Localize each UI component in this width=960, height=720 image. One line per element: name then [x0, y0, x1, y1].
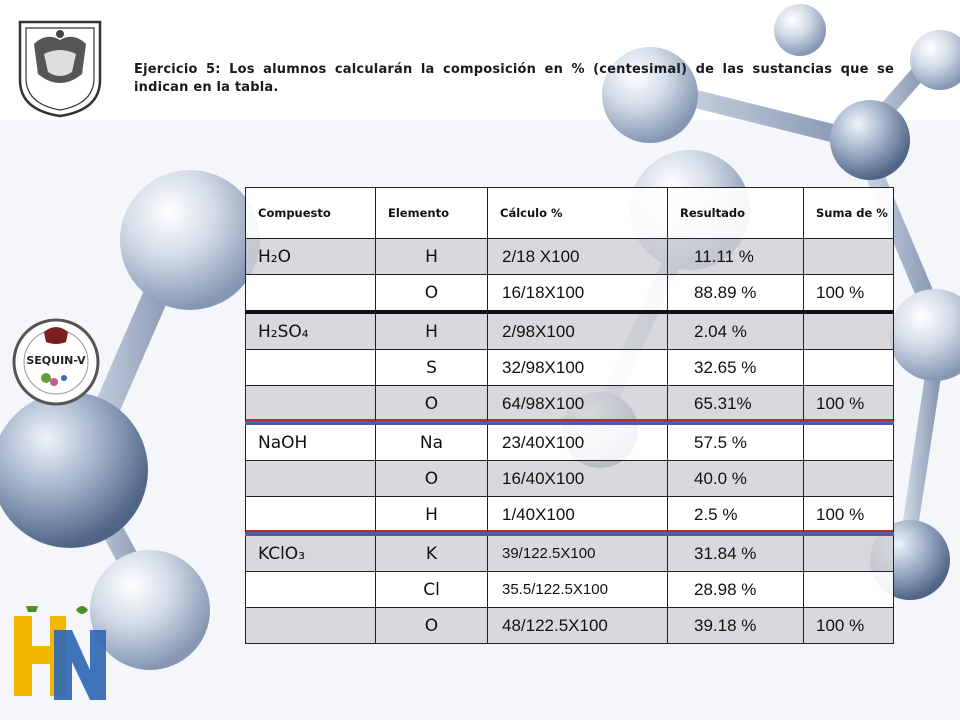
cell-suma: 100 % [804, 608, 894, 644]
table-row [246, 608, 894, 644]
cell-compuesto [246, 350, 376, 386]
cell-resultado: 32.65 % [668, 350, 804, 386]
cell-calculo: 2/98X100 [488, 312, 668, 350]
header-calculo: Cálculo % [488, 188, 668, 239]
cell-calculo: 39/122.5X100 [488, 534, 668, 572]
cell-suma [804, 350, 894, 386]
cell-elemento: O [376, 608, 488, 644]
table-row [246, 386, 894, 424]
cell-suma [804, 312, 894, 350]
cell-compuesto [246, 572, 376, 608]
table-row [246, 312, 894, 350]
table-row [246, 350, 894, 386]
sequin-v-seal-logo [10, 312, 102, 412]
cell-compuesto [246, 497, 376, 535]
table-row [246, 572, 894, 608]
cell-compuesto: NaOH [246, 423, 376, 461]
cell-elemento: Na [376, 423, 488, 461]
cell-elemento: O [376, 386, 488, 424]
header-resultado: Resultado [668, 188, 804, 239]
composition-table [245, 187, 894, 644]
cell-resultado: 40.0 % [668, 461, 804, 497]
cell-calculo: 32/98X100 [488, 350, 668, 386]
table-row [246, 497, 894, 535]
cell-resultado: 88.89 % [668, 275, 804, 313]
cell-resultado: 11.11 % [668, 239, 804, 275]
cell-calculo: 23/40X100 [488, 423, 668, 461]
cell-calculo: 35.5/122.5X100 [488, 572, 668, 608]
cell-elemento: O [376, 461, 488, 497]
cell-elemento: Cl [376, 572, 488, 608]
university-crest-logo [12, 14, 108, 118]
cell-calculo: 16/18X100 [488, 275, 668, 313]
table-row [246, 423, 894, 461]
cell-suma [804, 423, 894, 461]
cell-resultado: 28.98 % [668, 572, 804, 608]
table-row [246, 275, 894, 313]
cell-resultado: 2.5 % [668, 497, 804, 535]
cell-elemento: H [376, 239, 488, 275]
cell-resultado: 31.84 % [668, 534, 804, 572]
table-header-row [246, 188, 894, 239]
cell-suma [804, 239, 894, 275]
cell-calculo: 48/122.5X100 [488, 608, 668, 644]
cell-calculo: 16/40X100 [488, 461, 668, 497]
cell-calculo: 1/40X100 [488, 497, 668, 535]
header-suma: Suma de % [804, 188, 894, 239]
header-compuesto: Compuesto [246, 188, 376, 239]
cell-resultado: 2.04 % [668, 312, 804, 350]
cell-calculo: 64/98X100 [488, 386, 668, 424]
cell-resultado: 57.5 % [668, 423, 804, 461]
cell-elemento: O [376, 275, 488, 313]
cell-resultado: 39.18 % [668, 608, 804, 644]
cell-compuesto: H₂O [246, 239, 376, 275]
cell-compuesto: KClO₃ [246, 534, 376, 572]
cell-suma: 100 % [804, 497, 894, 535]
cell-suma: 100 % [804, 386, 894, 424]
svg-text:SEQUIN-V: SEQUIN-V [26, 354, 86, 367]
header-elemento: Elemento [376, 188, 488, 239]
cell-suma: 100 % [804, 275, 894, 313]
cell-resultado: 65.31% [668, 386, 804, 424]
cell-compuesto [246, 386, 376, 424]
table-row [246, 461, 894, 497]
cell-calculo: 2/18 X100 [488, 239, 668, 275]
table-row [246, 534, 894, 572]
cell-compuesto: H₂SO₄ [246, 312, 376, 350]
cell-elemento: S [376, 350, 488, 386]
cell-compuesto [246, 461, 376, 497]
cell-elemento: H [376, 312, 488, 350]
cell-suma [804, 534, 894, 572]
cell-suma [804, 572, 894, 608]
cell-elemento: K [376, 534, 488, 572]
cell-compuesto [246, 275, 376, 313]
cell-suma [804, 461, 894, 497]
cell-elemento: H [376, 497, 488, 535]
cell-compuesto [246, 608, 376, 644]
table-row [246, 239, 894, 275]
hnc-logo [6, 600, 124, 710]
exercise-instructions: Ejercicio 5: Los alumnos calcularán la composición en % (centesimal) de las sustancias que se indican en la tabla. [134, 62, 894, 95]
